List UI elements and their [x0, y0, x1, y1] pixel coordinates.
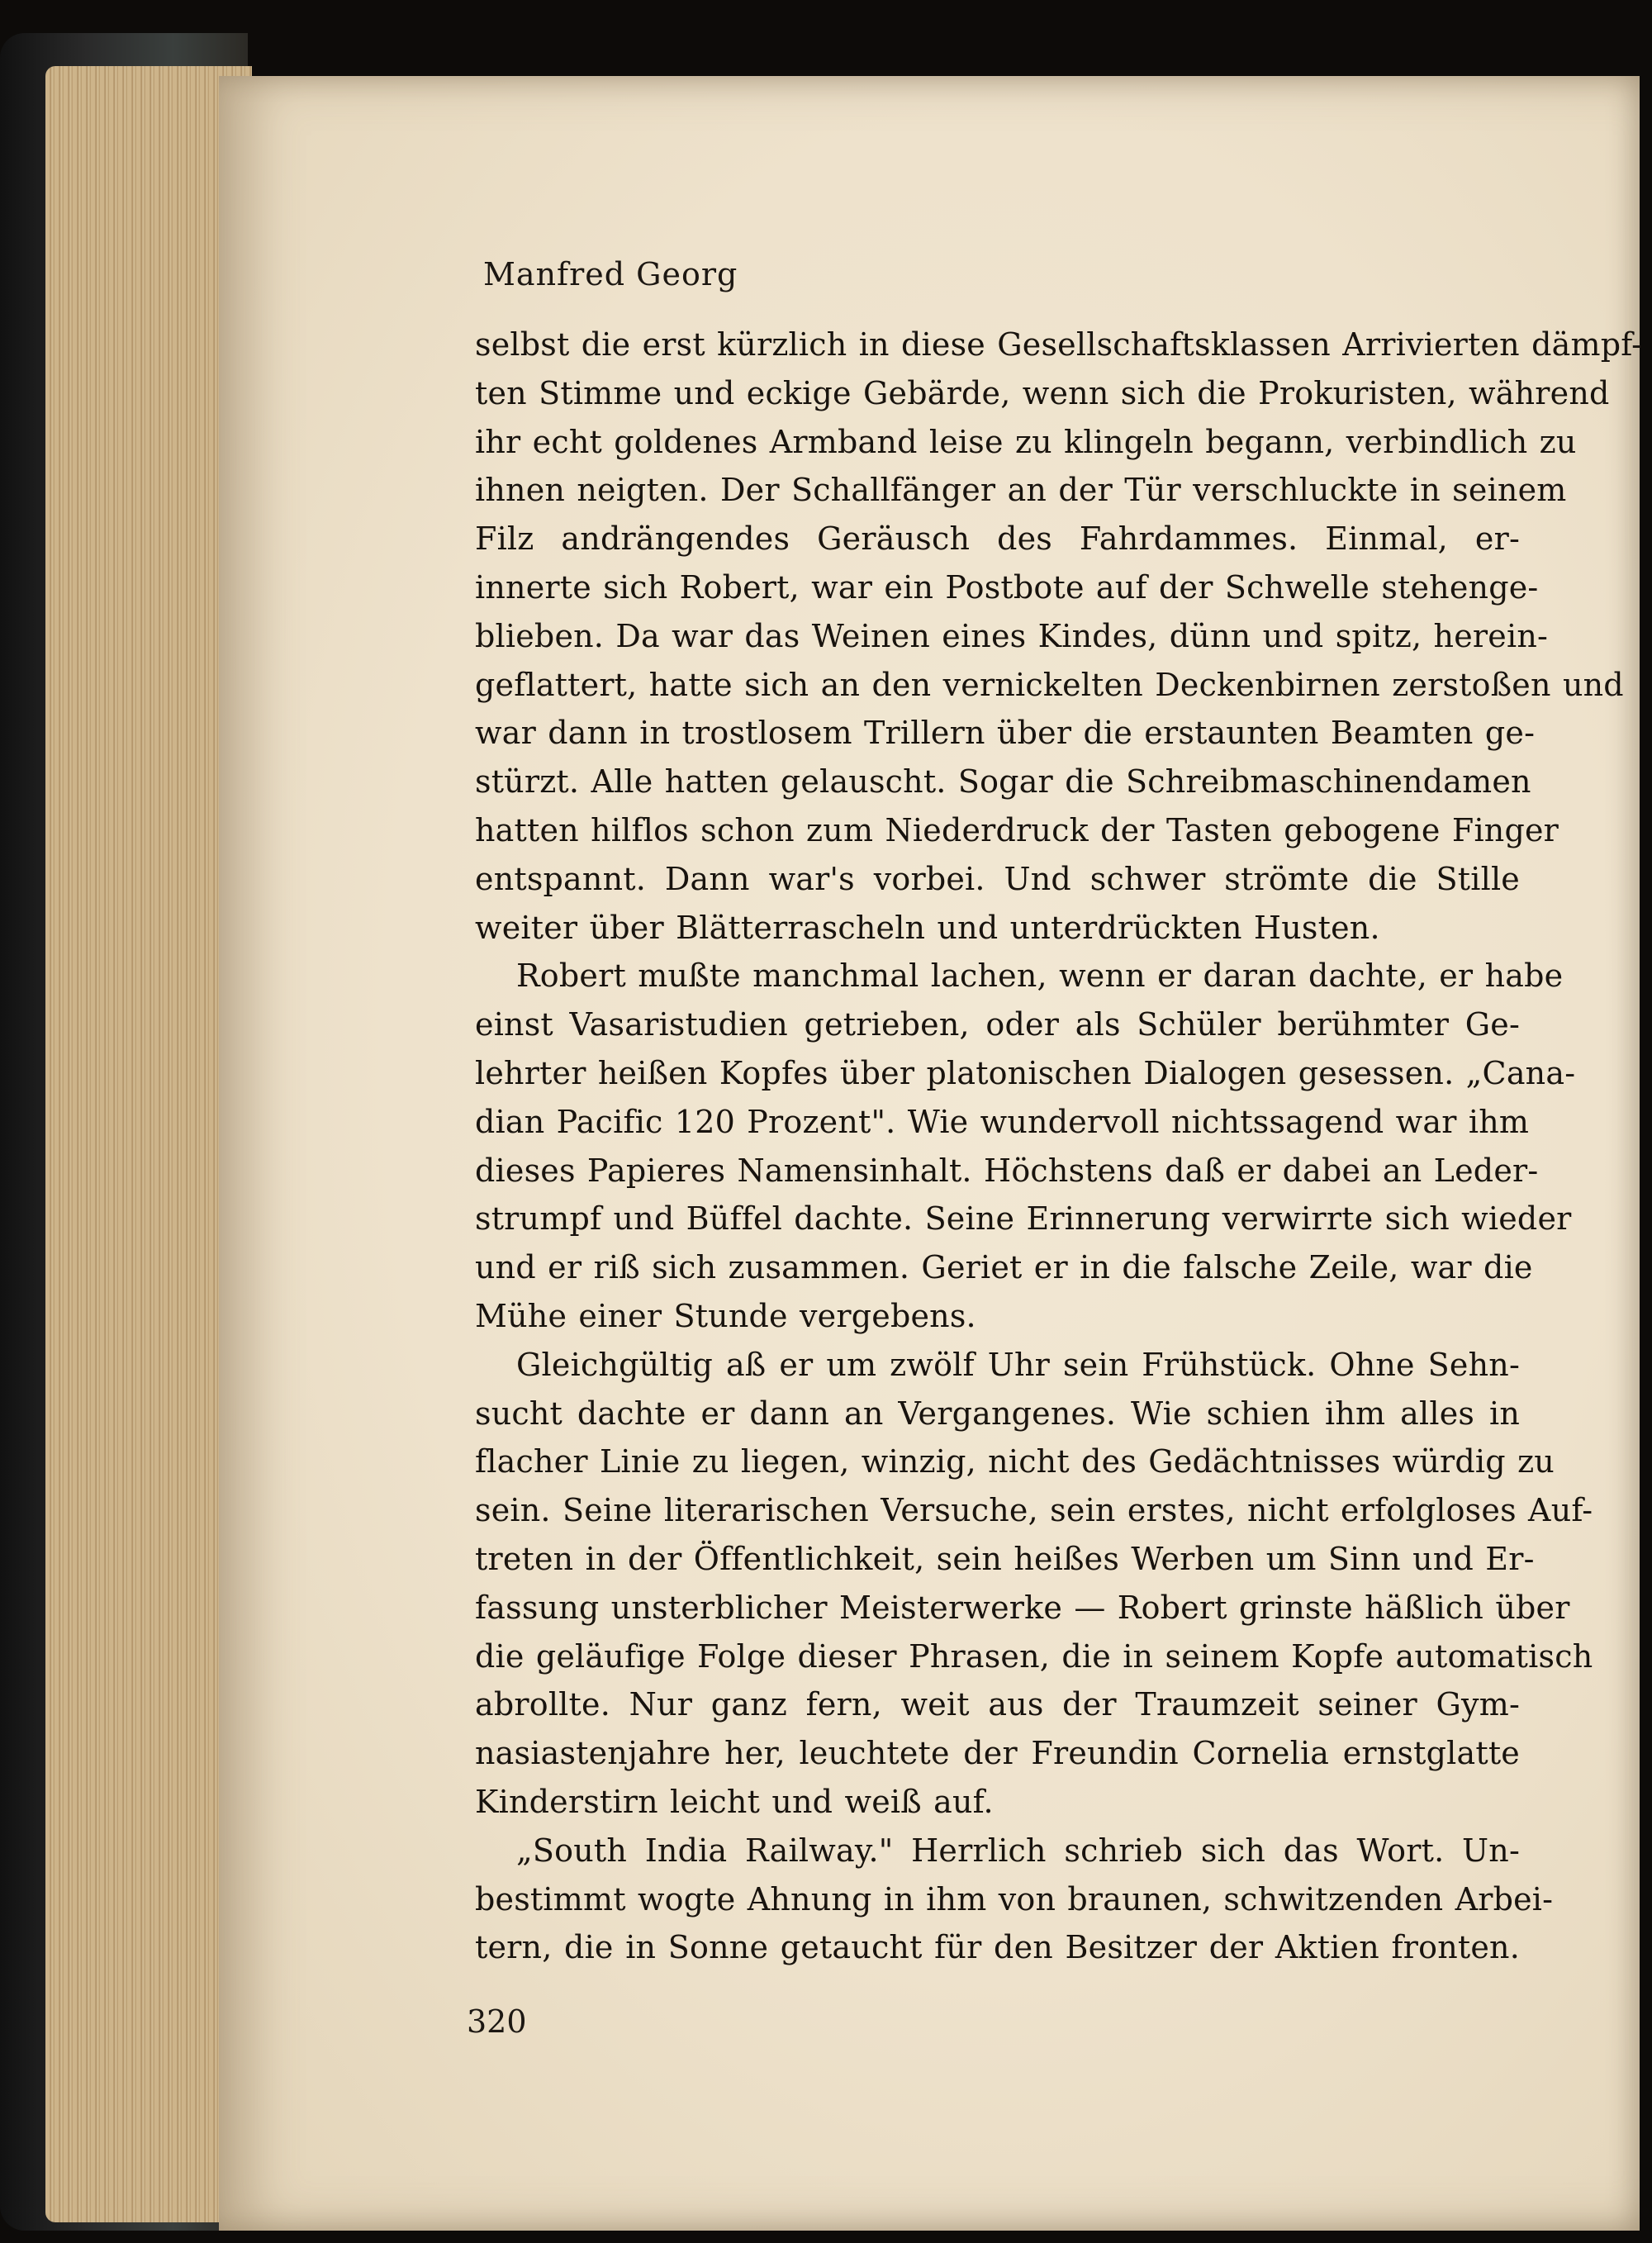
text-line: sein. Seine literarischen Versuche, sein erstes, nicht erfolgloses Auf- [475, 1492, 1593, 1529]
text-line: entspannt. Dann war's vorbei. Und schwer strömte die Stille [475, 860, 1520, 897]
text-line: hatten hilflos schon zum Niederdruck der Tasten gebogene Finger [475, 811, 1559, 848]
text-line: ihr echt goldenes Armband leise zu klingeln begann, verbindlich zu [475, 423, 1577, 460]
text-line: blieben. Da war das Weinen eines Kindes, dünn und spitz, herein- [475, 617, 1549, 654]
running-header: Manfred Georg [483, 256, 738, 292]
text-line: und er riß sich zusammen. Geriet er in die falsche Zeile, war die [475, 1249, 1533, 1286]
text-line: Gleichgültig aß er um zwölf Uhr sein Frühstück. Ohne Sehn- [516, 1346, 1520, 1383]
text-line: bestimmt wogte Ahnung in ihm von braunen, schwitzenden Arbei- [475, 1880, 1554, 1917]
text-line: treten in der Öffentlichkeit, sein heißes Werben um Sinn und Er- [475, 1540, 1535, 1577]
text-line: sucht dachte er dann an Vergangenes. Wie schien ihm alles in [475, 1395, 1520, 1432]
text-line: abrollte. Nur ganz fern, weit aus der Traumzeit seiner Gym- [475, 1686, 1520, 1723]
text-line: geflattert, hatte sich an den vernickelten Deckenbirnen zerstoßen und [475, 666, 1624, 703]
text-line: die geläufige Folge dieser Phrasen, die in seinem Kopfe automatisch [475, 1637, 1593, 1675]
page-number: 320 [467, 2003, 527, 2040]
text-line: ten Stimme und eckige Gebärde, wenn sich die Prokuristen, während [475, 374, 1610, 411]
text-line: „South India Railway." Herrlich schrieb sich das Wort. Un- [516, 1832, 1520, 1869]
text-line: dieses Papieres Namensinhalt. Höchstens daß er dabei an Leder- [475, 1152, 1539, 1189]
text-line: nasiastenjahre her, leuchtete der Freundin Cornelia ernstglatte [475, 1735, 1520, 1772]
text-line: lehrter heißen Kopfes über platonischen Dialogen gesessen. „Cana- [475, 1054, 1576, 1091]
body-text [475, 321, 1643, 1972]
text-line: strumpf und Büffel dachte. Seine Erinnerung verwirrte sich wieder [475, 1200, 1572, 1238]
text-line: Filz andrängendes Geräusch des Fahrdammes. Einmal, er- [475, 520, 1520, 558]
text-line: ihnen neigten. Der Schallfänger an der Tür verschluckte in seinem [475, 472, 1567, 509]
text-line: Robert mußte manchmal lachen, wenn er daran dachte, er habe [516, 958, 1564, 995]
text-line: einst Vasaristudien getrieben, oder als Schüler berühmter Ge- [475, 1006, 1520, 1043]
text-line: Kinderstirn leicht und weiß auf. [475, 1783, 994, 1820]
text-line: weiter über Blätterrascheln und unterdrückten Husten. [475, 909, 1380, 946]
text-line: flacher Linie zu liegen, winzig, nicht des Gedächtnisses würdig zu [475, 1443, 1555, 1480]
text-line: Mühe einer Stunde vergebens. [475, 1297, 976, 1334]
text-line: fassung unsterblicher Meisterwerke — Robert grinste häßlich über [475, 1589, 1570, 1626]
text-line: tern, die in Sonne getaucht für den Besitzer der Aktien fronten. [475, 1929, 1520, 1966]
text-line: dian Pacific 120 Prozent". Wie wundervoll nichtssagend war ihm [475, 1103, 1530, 1140]
text-line: war dann in trostlosem Trillern über die erstaunten Beamten ge- [475, 715, 1536, 752]
text-line: innerte sich Robert, war ein Postbote auf der Schwelle stehenge- [475, 568, 1539, 606]
text-line: stürzt. Alle hatten gelauscht. Sogar die Schreibmaschinendamen [475, 763, 1531, 801]
text-line: selbst die erst kürzlich in diese Gesellschaftsklassen Arrivierten dämpf- [475, 326, 1643, 363]
